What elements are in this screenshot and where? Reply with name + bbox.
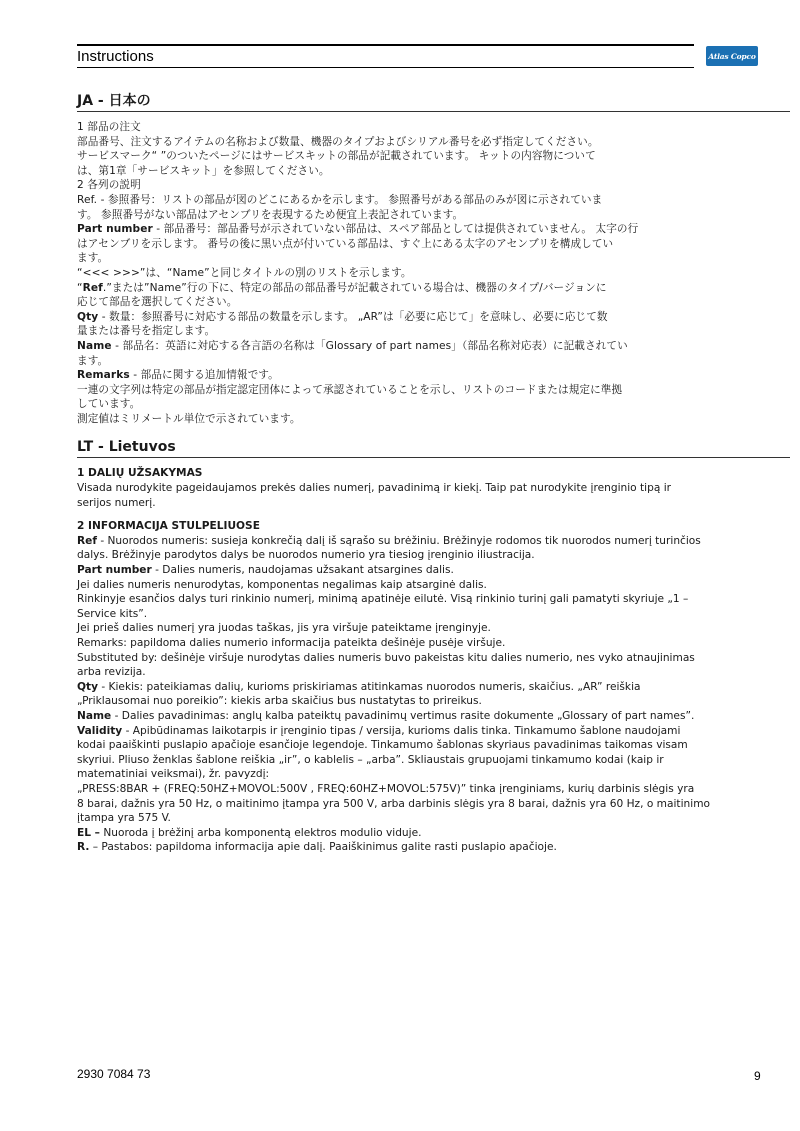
lt-line: dalys. Brėžinyje parodytos dalys be nuorodos numerio yra tiesiog įrenginio iliustracija. <box>77 549 535 562</box>
ja-line <box>77 281 790 296</box>
header-top-rule <box>77 44 694 46</box>
term-part-number: Part number <box>77 223 153 236</box>
logo-text: Atlas Copco <box>708 51 756 61</box>
ja-line: 2 各列の説明 <box>77 179 141 192</box>
lt-line <box>77 826 790 841</box>
lt-text: - Kiekis: pateikiamas dalių, kurioms priskiriamas atitinkamas nuorodos numeris, skaičius. „AR” reiškia <box>97 680 641 693</box>
ja-line: ます。 <box>77 252 109 265</box>
atlas-copco-logo <box>706 46 758 66</box>
lt-line: Jei prieš dalies numerį yra juodas taškas, jis yra viršuje pateiktame įrenginyje. <box>77 622 491 635</box>
spacer <box>77 510 790 519</box>
lt-line <box>77 563 790 578</box>
ja-line <box>77 339 790 354</box>
lt-text: - Apibūdinamas laikotarpis ir įrenginio tipas / versija, kurioms dalis tinka. Tinkamumo šablone naudojami <box>122 724 681 737</box>
page-number: 9 <box>754 1069 761 1083</box>
lt-line: „Priklausomai nuo poreikio”: kiekis arba skaičius bus nustatytas to prireikus. <box>77 695 482 708</box>
lt-line <box>77 534 790 549</box>
term-ref: Ref <box>82 281 103 294</box>
lt-text: - Dalies numeris, naudojamas užsakant atsargines dalis. <box>151 564 454 577</box>
ja-text: “ <box>77 281 83 294</box>
lt-line: Jei dalies numeris nenurodytas, komponentas negalimas kaip atsarginė dalis. <box>77 578 487 591</box>
lt-line: įtampa yra 575 V. <box>77 812 171 825</box>
term-ref: Ref <box>77 534 97 547</box>
term-qty: Qty <box>77 680 98 693</box>
ja-text: - 部品名：英語に対応する各言語の名称は「Glossary of part names」（部品名称対応表）に記載されてい <box>111 339 628 352</box>
header-title: Instructions <box>77 48 154 65</box>
ja-line: 測定値はミリメートル単位で示されています。 <box>77 412 301 425</box>
ja-text: - 部品に関する追加情報です。 <box>129 369 279 382</box>
page-content <box>77 92 790 855</box>
ja-line: 一連の文字列は特定の部品が指定認定団体によって承認されていることを示し、リストのコードまたは規定に準拠 <box>77 383 623 396</box>
section-ja <box>77 92 790 426</box>
lt-line: Remarks: papildoma dalies numerio informacija pateikta dešinėje pusėje viršuje. <box>77 637 506 649</box>
section-title-ja: JA - 日本の <box>77 92 790 112</box>
lt-line: Service kits”. <box>77 607 148 620</box>
ja-line: す。 参照番号がない部品はアセンブリを表現するため便宜上表記されています。 <box>77 208 464 221</box>
ja-line: “<<< >>>”は、“Name”と同じタイトルの別のリストを示します。 <box>77 266 412 279</box>
term-name: Name <box>77 709 112 722</box>
document-number: 2930 7084 73 <box>77 1067 151 1081</box>
ja-text: - 部品番号：部品番号が示されていない部品は、スペア部品としては提供されていません。 太字の行 <box>152 223 639 236</box>
lt-text: - Nuorodos numeris: susieja konkrečią dalį iš sąrašo su brėžiniu. Brėžinyje rodomos tik nuorodos numerį turinčios <box>96 534 701 547</box>
lt-line: arba revizija. <box>77 666 146 679</box>
lt-line: serijos numerį. <box>77 496 156 509</box>
ja-line: ます。 <box>77 354 109 367</box>
lt-line <box>77 724 790 739</box>
lt-line <box>77 709 790 724</box>
ja-line <box>77 368 790 383</box>
lt-text: – Pastabos: papildoma informacija apie dalį. Paaiškinimus galite rasti puslapio apačioje. <box>89 841 557 854</box>
ja-line: サービスマーク“ ”のついたページにはサービスキットの部品が記載されています。 キットの内容物について <box>77 150 596 163</box>
lt-text: - Dalies pavadinimas: anglų kalba pateiktų pavadinimų vertimus rasite dokumente „Glossary of part names”. <box>111 709 695 722</box>
ja-line <box>77 222 790 237</box>
ja-text: - 数量：参照番号に対応する部品の数量を示します。 „AR”は「必要に応じて」を意味し、必要に応じて数 <box>98 310 608 323</box>
ja-line: Ref. - 参照番号：リストの部品が図のどこにあるかを示します。 参照番号がある部品のみが図に示されていま <box>77 193 603 206</box>
lt-line: kodai paaiškinti puslapio apačioje esančioje legendoje. Tinkamumo šablonas skyriaus pavadinimas taikomas visam <box>77 739 688 752</box>
lt-line: Rinkinyje esančios dalys turi rinkinio numerį, minimą apatinėje eilutė. Visą rinkinio turinį gali pamatyti skyriuje „1 – <box>77 593 689 606</box>
ja-line: はアセンブリを示します。 番号の後に黒い点が付いている部品は、すぐ上にある太字のアセンブリを構成してい <box>77 237 614 250</box>
lt-line: 8 barai, dažnis yra 50 Hz, o maitinimo įtampa yra 500 V, arba darbinis slėgis yra 8 barai, dažnis yra 60 Hz, o maitinimo <box>77 797 710 810</box>
term-el: EL – <box>77 826 100 839</box>
lt-line: Visada nurodykite pageidaujamos prekės dalies numerį, pavadinimą ir kiekį. Taip pat nurodykite įrenginio tipą ir <box>77 482 671 495</box>
term-remarks: Remarks <box>77 369 130 382</box>
lt-line <box>77 680 790 695</box>
header-bottom-rule <box>77 67 694 68</box>
ja-text: .”または”Name”行の下に、特定の部品の部品番号が記載されている場合は、機器のタイプ/バージョンに <box>102 281 607 294</box>
ja-line: 1 部品の注文 <box>77 121 141 133</box>
lt-line: skyriui. Pliuso ženklas šablone reiškia „ir”, o kablelis – „arba”. Skliaustais grupuojami tinkamumo kodai (kaip ir <box>77 753 664 766</box>
ja-line: は、第1章「サービスキット」を参照してください。 <box>77 164 330 177</box>
term-name: Name <box>77 339 112 352</box>
term-qty: Qty <box>77 310 99 323</box>
section-lt <box>77 438 790 854</box>
lt-subheading: 1 DALIŲ UŽSAKYMAS <box>77 467 203 480</box>
ja-line: 部品番号、注文するアイテムの名称および数量、機器のタイプおよびシリアル番号を必ず指定してください。 <box>77 135 599 148</box>
ja-line: 応じて部品を選択してください。 <box>77 296 238 309</box>
term-r: R. <box>77 841 90 854</box>
lt-line: Substituted by: dešinėje viršuje nurodytas dalies numeris buvo pakeistas kitu dalies numerio, nes vyko atnaujinimas <box>77 651 695 664</box>
lt-line: „PRESS:8BAR + (FREQ:50HZ+MOVOL:500V , FREQ:60HZ+MOVOL:575V)” tinka įrenginiams, kurių darbinis slėgis yra <box>77 782 695 795</box>
section-title-lt: LT - Lietuvos <box>77 438 790 458</box>
lt-line <box>77 840 790 855</box>
ja-line: しています。 <box>77 398 141 411</box>
term-part-number: Part number <box>77 564 152 577</box>
lt-line: matematiniai veiksmai), žr. pavyzdį: <box>77 768 270 781</box>
term-validity: Validity <box>77 724 123 737</box>
page-header <box>77 44 694 68</box>
lt-subheading: 2 INFORMACIJA STULPELIUOSE <box>77 520 260 533</box>
lt-text: Nuoroda į brėžinį arba komponentą elektros modulio viduje. <box>99 826 422 839</box>
ja-line: 量または番号を指定します。 <box>77 325 216 338</box>
ja-line <box>77 310 790 325</box>
